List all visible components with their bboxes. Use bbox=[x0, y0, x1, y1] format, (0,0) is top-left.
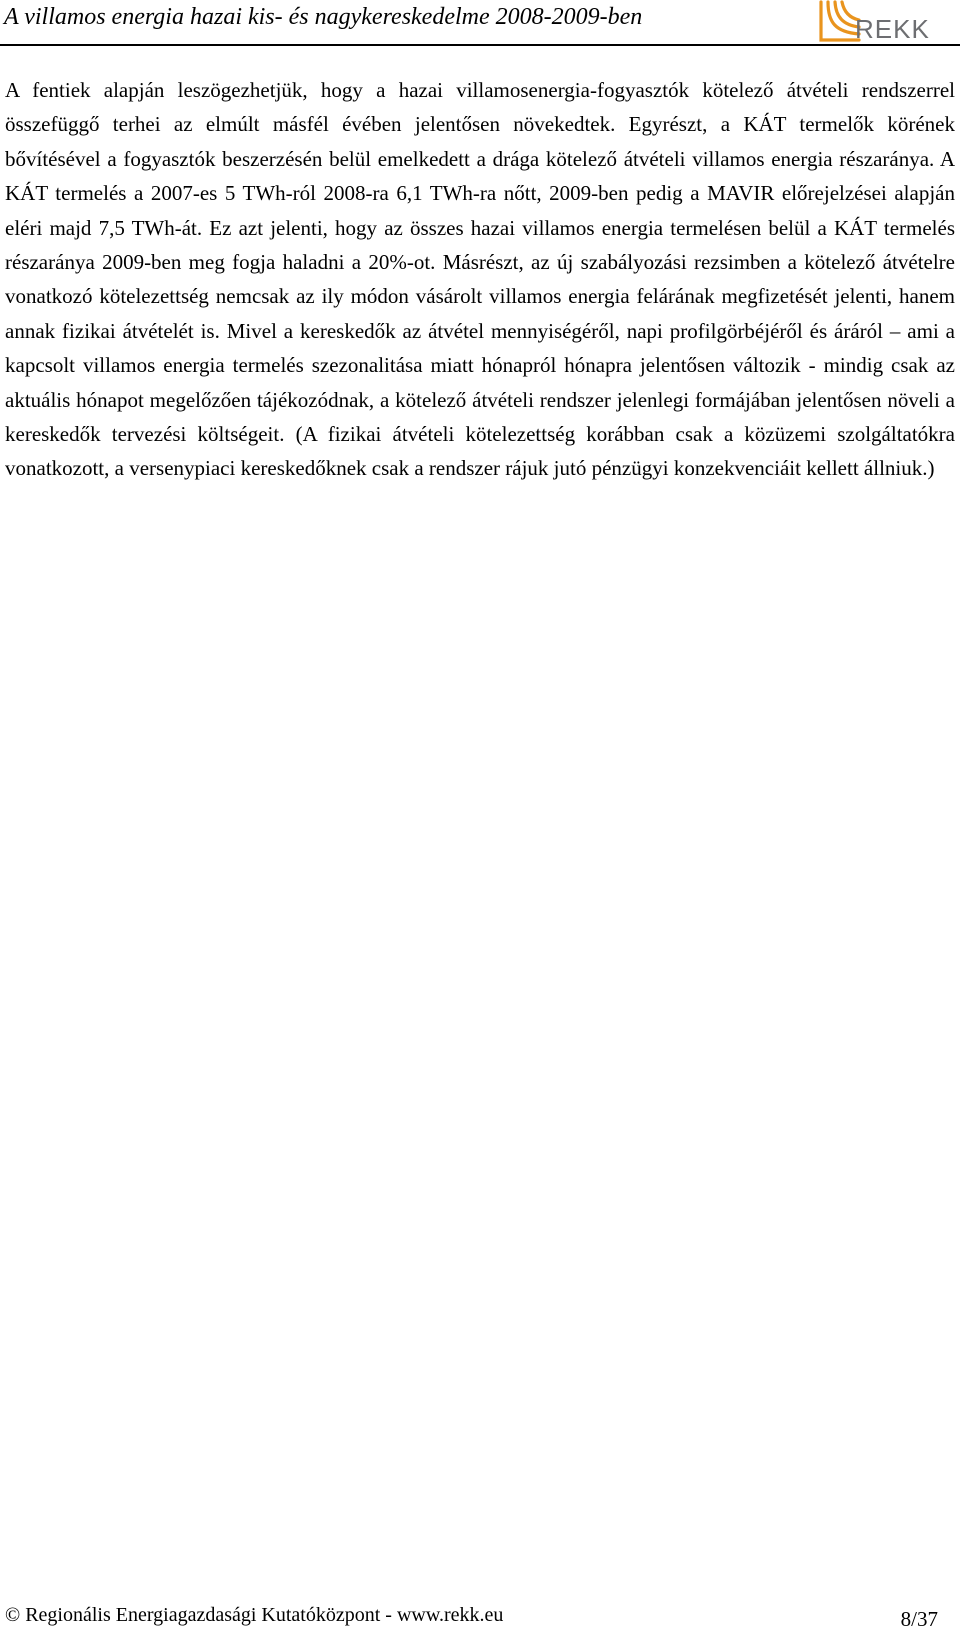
footer-copyright: © Regionális Energiagazdasági Kutatóközpont - www.rekk.eu bbox=[5, 1604, 504, 1626]
header-divider bbox=[0, 44, 960, 46]
page-header bbox=[0, 0, 960, 47]
rekk-logo-text: REKK bbox=[855, 14, 930, 44]
header-title: A villamos energia hazai kis- és nagykereskedelme 2008-2009-ben bbox=[4, 4, 643, 30]
body-paragraph: A fentiek alapján leszögezhetjük, hogy a hazai villamosenergia-fogyasztók kötelező átvételi rendszerrel összefüggő terhei az elmúlt másfél évében jelentősen növekedtek. Egyrészt, a KÁT termelők körének bővítésével a fogyasztók beszerzésén belül emelkedett a drága kötelező átvételi villamos energia részaránya. A KÁT termelés a 2007-es 5 TWh-ról 2008-ra 6,1 TWh-ra nőtt, 2009-ben pedig a MAVIR előrejelzései alapján eléri majd 7,5 TWh-át. Ez azt jelenti, hogy az összes hazai villamos energia termelésen belül a KÁT termelés részaránya 2009-ben meg fogja haladni a 20%-ot. Másrészt, az új szabályozási rezsimben a kötelező átvételre vonatkozó kötelezettség nemcsak az ily módon vásárolt villamos energia felárának megfizetését jelenti, hanem annak fizikai átvételét is. Mivel a kereskedők az átvétel mennyiségéről, napi profilgörbéjéről és áráról – ami a kapcsolt villamos energia termelés szezonalitása miatt hónapról hónapra jelentősen változik - mindig csak az aktuális hónapot megelőzően tájékozódnak, a kötelező átvételi rendszer jelenlegi formájában jelentősen növeli a kereskedők tervezési költségeit. (A fizikai átvételi kötelezettség korábban csak a közüzemi szolgáltatókra vonatkozott, a versenypiaci kereskedőknek csak a rendszer rájuk jutó pénzügyi konzekvenciáit kellett állniuk.) bbox=[5, 78, 955, 481]
rekk-logo bbox=[815, 0, 960, 44]
page-number: 8/37 bbox=[900, 1607, 938, 1631]
